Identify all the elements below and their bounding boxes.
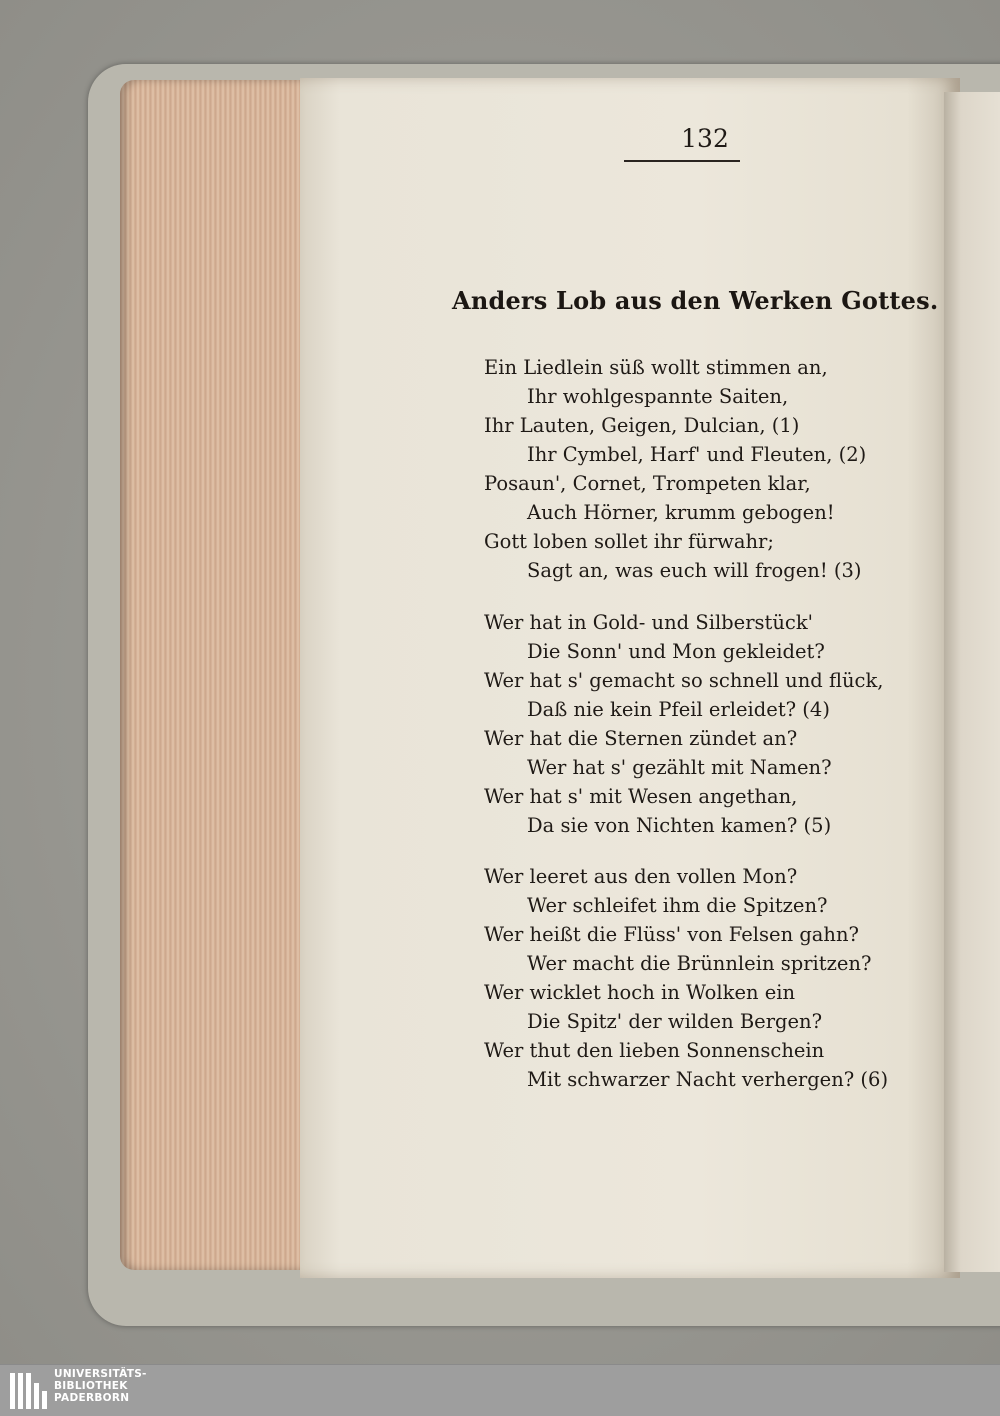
verse-line: Wer macht die Brünnlein spritzen? (527, 952, 872, 975)
verse-line: Gott loben sollet ihr fürwahr; (484, 530, 774, 553)
verse-line: Wer heißt die Flüss' von Felsen gahn? (484, 923, 860, 946)
stanza (484, 353, 866, 585)
verse-line: Posaun', Cornet, Trompeten klar, (484, 472, 811, 495)
verse-line: Wer thut den lieben Sonnenschein (484, 1039, 825, 1062)
verse-line: Wer hat s' mit Wesen angethan, (484, 785, 798, 808)
facing-page-edge (944, 92, 1000, 1272)
page-edges (120, 80, 310, 1270)
stanza (484, 608, 883, 840)
verse-line: Wer wicklet hoch in Wolken ein (484, 981, 796, 1004)
library-footer (0, 1364, 1000, 1416)
verse-line: Auch Hörner, krumm gebogen! (527, 501, 835, 524)
verse-line: Mit schwarzer Nacht verhergen? (6) (527, 1068, 889, 1091)
verse-line: Wer schleifet ihm die Spitzen? (527, 894, 828, 917)
verse-line: Ihr Cymbel, Harf' und Fleuten, (2) (527, 443, 867, 466)
page-number: 132 (681, 124, 729, 153)
stanza (484, 862, 888, 1094)
verse-line: Wer hat s' gemacht so schnell und flück, (484, 669, 884, 692)
library-name-line: UNIVERSITÄTS- (54, 1368, 147, 1380)
verse-line: Ein Liedlein süß wollt stimmen an, (484, 356, 828, 379)
verse-line: Ihr Lauten, Geigen, Dulcian, (1) (484, 414, 800, 437)
verse-line: Wer hat die Sternen zündet an? (484, 727, 798, 750)
library-name-line: PADERBORN (54, 1392, 130, 1404)
library-name (54, 1368, 147, 1404)
verse-line: Die Spitz' der wilden Bergen? (527, 1010, 823, 1033)
library-name-line: BIBLIOTHEK (54, 1380, 128, 1392)
library-logo-icon (8, 1369, 52, 1413)
verse-line: Da sie von Nichten kamen? (5) (527, 814, 832, 837)
verse-line: Wer hat s' gezählt mit Namen? (527, 756, 832, 779)
page-number-rule (624, 160, 740, 162)
verse-line: Daß nie kein Pfeil erleidet? (4) (527, 698, 830, 721)
verse-line: Die Sonn' und Mon gekleidet? (527, 640, 825, 663)
verse-line: Wer leeret aus den vollen Mon? (484, 865, 798, 888)
poem-title: Anders Lob aus den Werken Gottes. (452, 286, 939, 315)
verse-line: Ihr wohlgespannte Saiten, (527, 385, 789, 408)
verse-line: Sagt an, was euch will frogen! (3) (527, 559, 862, 582)
verse-line: Wer hat in Gold- und Silberstück' (484, 611, 814, 634)
